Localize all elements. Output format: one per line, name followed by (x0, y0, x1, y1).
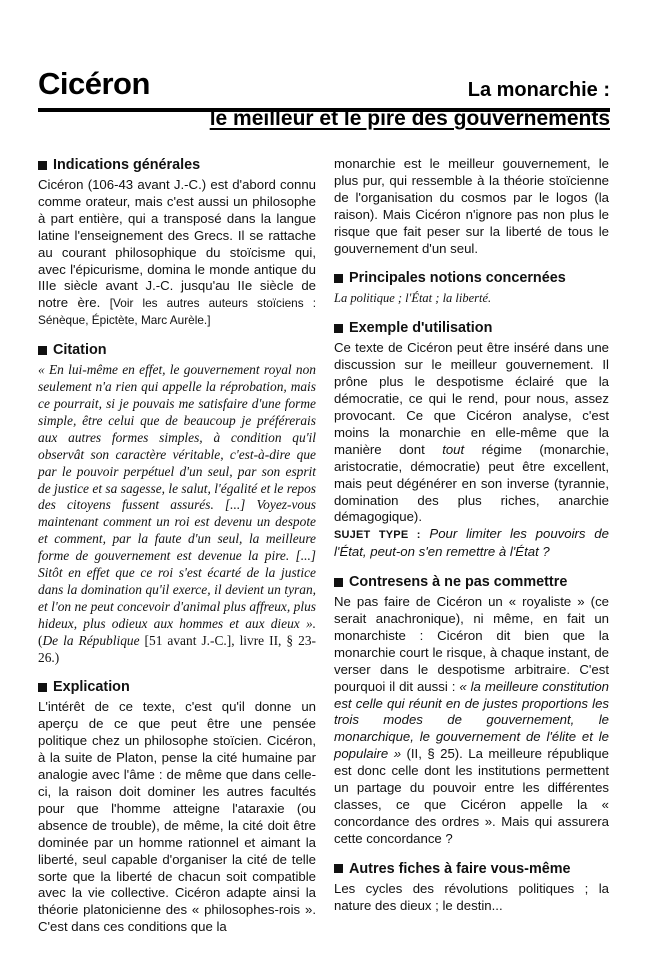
autres-body: Les cycles des révolutions politiques ; la nature des dieux ; le destin... (334, 880, 609, 913)
subject-text: Pour limiter les pouvoirs de l'État, peut-on s'en remettre à l'État ? (334, 526, 609, 560)
section-heading (38, 341, 316, 359)
section-explication (38, 678, 316, 936)
exemple-emphasis: tout (442, 441, 465, 457)
square-bullet-icon (334, 324, 343, 333)
quote-text: « En lui-même en effet, le gouvernement royal non seulement n'a rien qui appelle la réprobation, mais ce pourrait, si je pouvais me satisfaire d'une forme simple, être celui que de beaucoup je préférerais aux autres formes simples, à condition qu'il observât son caractère véritable, c'est-à-dire que par le pouvoir perpétuel d'un seul, par son esprit de justice et sa sagesse, le salut, l'égalité et le repos des citoyens fussent assurés. [...] Voyez-vous maintenant comment un roi est devenu un despote et comment, par la faute d'un seul, la meilleure forme de gouvernement est devenue la pire. [...] Sitôt en effet que ce roi s'est écarté de la justice dans la domination qu'il exerce, il devient un tyran, et l'on ne peut concevoir d'animal plus affreux, plus hideux, plus odieux aux hommes et aux dieux ». (38, 362, 316, 631)
heading-text: Indications générales (53, 157, 201, 173)
explication-body: L'intérêt de ce texte, c'est qu'il donne un aperçu de ce que peut être une pensée politique chez un philosophe stoïcien. Cicéron, à la suite de Platon, pense la cité humaine par analogie avec l'âme : de même que dans celle-ci, la raison doit dominer les autres facultés pour que l'homme atteigne l'ataraxie (ou absence de trouble), de même, la cité doit être dominée par un homme rationnel et aimant la liberté, seul capable d'organiser la cité de telle sorte que la liberté de chacun soit compatible avec la vie collective. Cicéron adapte ainsi la théorie platonicienne des « philosophes-rois ». C'est dans ces conditions que la (38, 699, 316, 935)
section-citation (38, 341, 316, 666)
square-bullet-icon (38, 161, 47, 170)
section-contresens (334, 573, 609, 848)
heading-text: Explication (53, 679, 130, 696)
square-bullet-icon (38, 346, 47, 355)
heading-text: Exemple d'utilisation (349, 320, 493, 337)
author-name: Cicéron (38, 66, 150, 101)
indications-note: [Voir les autres auteurs stoïciens : Sénèque, Épictète, Marc Aurèle.] (38, 296, 316, 328)
heading-text: Contresens à ne pas commettre (349, 574, 568, 591)
notions-list: La politique ; l'État ; la liberté. (334, 291, 492, 306)
contresens-text (334, 594, 609, 848)
section-heading (334, 319, 609, 337)
contresens-body-2: (II, § 25). La meilleure république est donc celle dont les institutions permettent un partage du pouvoir entre les différentes classes, ce que Cicéron appelle la « concordance des ordres ». Mais qui assurera cette concordance ? (334, 746, 609, 846)
heading-text: Principales notions concernées (349, 270, 566, 287)
citation-quote (38, 362, 316, 666)
title-line-2: le meilleur et le pire des gouvernements (209, 107, 610, 130)
square-bullet-icon (334, 864, 343, 873)
exemple-body-1: Ce texte de Cicéron peut être inséré dans une discussion sur le meilleur gouvernement. Il prône plus le despotisme éclairé que la démocratie, ce qui le rend, pour nous, assez provocant. Ce que Cicéron analyse, c'est moins la monarchie en elle-même que la manière dont (334, 340, 609, 457)
section-notions (334, 269, 609, 307)
square-bullet-icon (334, 578, 343, 587)
contresens-quote: « la meilleure constitution est celle qui réunit en de justes proportions les trois modes de gouvernement, le monarchique, le gouvernement de l'élite et le populaire » (334, 678, 609, 762)
source-title: De la République (42, 632, 140, 648)
contresens-body-1: Ne pas faire de Cicéron un « royaliste » (ce serait anachronique), ni même, en fait un monarchiste : Cicéron dit bien que la monarchie court le risque, à chaque instant, de verser dans le despotisme arbitraire. C'est pourquoi il dit aussi : (334, 594, 609, 694)
explication-continuation: monarchie est le meilleur gouvernement, le plus pur, qui ressemble à la théorie stoïcienne de l'organisation du cosmos par le logos (la raison). Mais Cicéron n'ignore pas non plus le risque que fait peser sur la liberté de tous le gouvernement d'un seul. (334, 156, 609, 256)
exemple-text (334, 340, 609, 526)
source-suffix: [51 avant J.-C.], livre II, § 23-26.) (38, 632, 316, 665)
section-heading (334, 269, 609, 287)
right-column (334, 156, 609, 927)
section-heading (38, 678, 316, 696)
exemple-body-2: régime (monarchie, aristocratie, démocratie) peut être excellent, mais peut dégénérer en son inverse (tyrannie, domination des plus riches, anarchie démagogique). (334, 441, 609, 525)
square-bullet-icon (334, 274, 343, 283)
heading-text: Citation (53, 342, 107, 359)
square-bullet-icon (38, 683, 47, 692)
subject-label: SUJET TYPE : (334, 529, 421, 542)
title-line-1: La monarchie : (467, 79, 610, 101)
subject-type (334, 526, 609, 561)
left-column (38, 156, 316, 948)
heading-text: Autres fiches à faire vous-même (349, 860, 571, 877)
explication-continued (334, 156, 609, 257)
section-exemple (334, 319, 609, 561)
section-autres (334, 860, 609, 915)
indications-body: Cicéron (106-43 avant J.-C.) est d'abord connu comme orateur, mais c'est aussi un philosophe à part entière, qui a transposé dans la langue latine l'enseignement des Grecs. Il se rattache au courant philosophique du stoïcisme qui, avec l'épicurisme, domina le monde antique du IIIe siècle avant J.-C. jusqu'au IIe siècle de notre ère. (38, 177, 316, 311)
source-prefix: ( (38, 632, 43, 648)
section-heading (334, 573, 609, 591)
section-heading (38, 156, 316, 174)
indications-text (38, 177, 316, 329)
section-heading (334, 860, 609, 878)
section-indications (38, 156, 316, 329)
